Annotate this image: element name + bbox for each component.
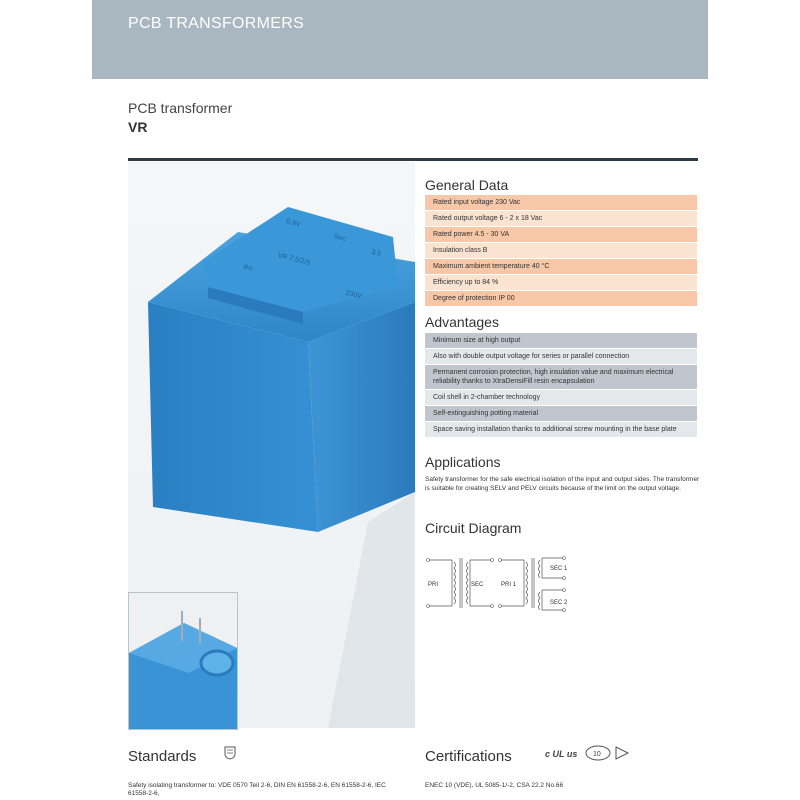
banner-title: PCB TRANSFORMERS: [128, 15, 305, 32]
ul-mark-icon: [543, 745, 579, 761]
advantage-row: Minimum size at high output: [425, 333, 697, 349]
photo-label: Pri: [242, 264, 253, 274]
product-subtitle: PCB transformer: [128, 100, 233, 116]
circuit-title: Circuit Diagram: [425, 520, 522, 536]
general-data-title: General Data: [425, 177, 509, 193]
ul-mark-text: c UL us: [545, 749, 578, 759]
circuit-label-pri1: PRI 1: [501, 582, 517, 588]
standards-text: Safety isolating transformer to: VDE 0570 Teil 2-6, DIN EN 61558-2-6, EN 61558-2-6, IEC 61558-2-6,: [128, 782, 386, 797]
advantage-row: Permanent corrosion protection, high insulation value and maximum electrical reliability thanks to XtraDensiFill resin encapsulation: [425, 365, 697, 390]
inset-illustration: [129, 593, 237, 729]
enec-mark-text: 10: [593, 751, 601, 758]
photo-label: 0.9V: [285, 218, 302, 229]
general-data-row: Insulation class B: [425, 243, 697, 259]
photo-label: 230V: [344, 289, 363, 301]
pin: [181, 611, 183, 641]
transformer-side: [308, 302, 415, 532]
general-data-row: Rated power 4.5 - 30 VA: [425, 227, 697, 243]
circuit-diagram: [424, 548, 604, 618]
enec-mark-icon: [584, 744, 630, 762]
general-data-row: Maximum ambient temperature 40 °C: [425, 259, 697, 275]
general-data-row: Rated output voltage 6 - 2 x 18 Vac: [425, 211, 697, 227]
general-data-row: Rated input voltage 230 Vac: [425, 195, 697, 211]
general-data-table: [425, 195, 697, 307]
circuit-label-sec1: SEC 1: [550, 566, 568, 572]
header-banner: [92, 0, 708, 79]
vde-shield-icon: [224, 746, 236, 760]
circuit-label-pri: PRI: [428, 582, 439, 588]
advantages-table: [425, 333, 697, 438]
advantage-row: Also with double output voltage for series or parallel connection: [425, 349, 697, 365]
advantages-title: Advantages: [425, 314, 499, 330]
advantage-row: Coil shell in 2-chamber technology: [425, 390, 697, 406]
general-data-row: Degree of protection IP 00: [425, 291, 697, 307]
certifications-text: ENEC 10 (VDE), UL 5085-1/-2, CSA 22.2 No.66: [425, 782, 564, 789]
advantage-row: Self-extinguishing potting material: [425, 406, 697, 422]
photo-label: 3.5: [370, 248, 382, 258]
general-data-row: Efficiency up to 84 %: [425, 275, 697, 291]
photo-label: VR 7.5/2/9: [276, 252, 311, 267]
circuit-label-sec2: SEC 2: [550, 600, 568, 606]
standards-title: Standards: [128, 748, 197, 765]
certifications-title: Certifications: [425, 748, 512, 765]
pin: [199, 618, 201, 644]
product-inset-photo: [128, 592, 238, 730]
advantage-row: Space saving installation thanks to additional screw mounting in the base plate: [425, 422, 697, 438]
photo-label: Sec: [333, 233, 347, 243]
screw-mount: [201, 651, 233, 675]
product-model: VR: [128, 119, 148, 135]
header-rule: [128, 158, 698, 161]
applications-title: Applications: [425, 454, 501, 470]
circuit-label-sec: SEC: [471, 582, 484, 588]
applications-text: Safety transformer for the safe electrical isolation of the input and output sides. The transformer is suitable for creating SELV and PELV circuits because of the limit on the output voltage.: [425, 476, 700, 492]
